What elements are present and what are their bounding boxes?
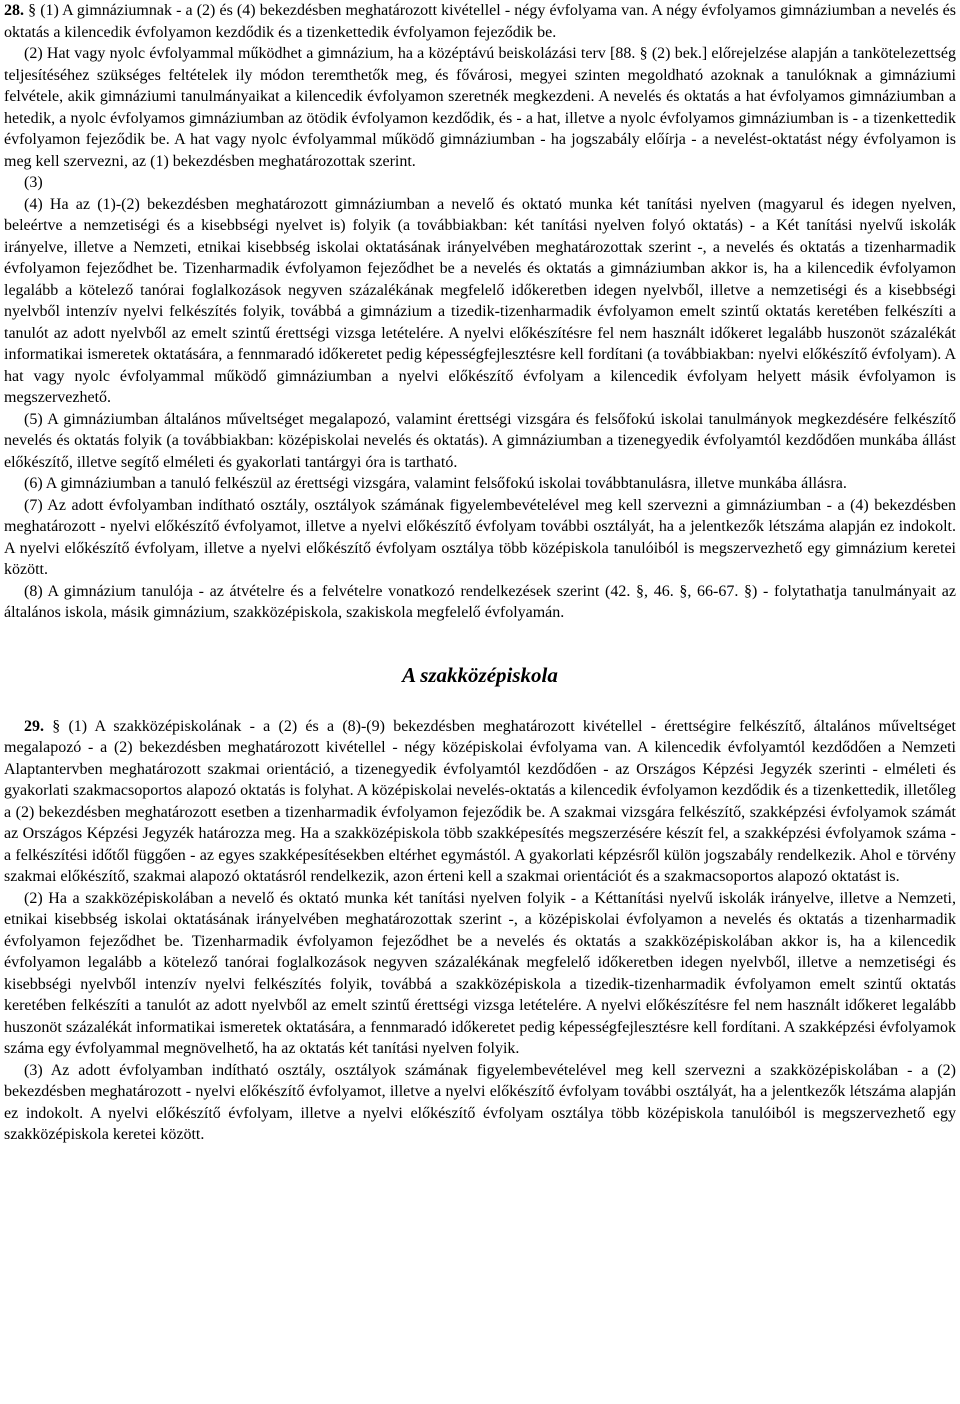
section-29-paragraph-1-text: § (1) A szakközépiskolának - a (2) és a (8)-(9) bekezdésben meghatározott kivétellel - érettségire felkészítő, általános műveltséget megalapozó - a (2) bekezdésben meghatározott kivétellel - négy középiskolai évfolyama van. A kilencedik évfolyamtól kezdődően a Nemzeti Alaptantervben meghatározott szakmai orientáció, a tizenegyedik évfolyamtól kezdődően - az Országos Képzési Jegyzék szerinti - elméleti és gyakorlati szakmacsoportos alapozó oktatás is folyhat. A középiskolai nevelés-oktatás a kilencedik évfolyamon kezdődik és a tizenkettedik, illetőleg a (2) bekezdésben meghatározott esetben a tizenharmadik évfolyamon fejeződik be. A szakmai vizsgára felkészítő, szakképzési évfolyamok számát az Országos Képzési Jegyzék határozza meg. Ha a szakközépiskola több szakképesítés megszerzésére készít fel, a szakképzési évfolyamok száma - a felkészítési időtől függően - az egyes szakképesítésekben eltérhet egymástól. A gyakorlati képzésről külön jogszabály rendelkezik. Ahol e törvény szakmai előkészítő, szakmai alapozó oktatásról rendelkezik, azon érteni kell a szakmai orientációt és a szakmacsoportos alapozó oktatást is. (4, 717, 956, 885)
section-28-paragraph-6: (6) A gimnáziumban a tanuló felkészül az érettségi vizsgára, valamint felsőfokú iskolai továbbtanulásra, illetve munkába állásra. (24, 475, 847, 492)
section-28-paragraph-8: (8) A gimnázium tanulója - az átvételre és a felvételre vonatkozó rendelkezések szerint (42. §, 46. §, 66-67. §) - folytathatja tanulmányait az általános iskola, másik gimnázium, szakközépiskola, szakiskola megfelelő évfolyamán. (4, 582, 956, 621)
section-28-paragraph-7: (7) Az adott évfolyamban indítható osztály, osztályok számának figyelembevételével meg kell szervezni a gimnáziumban - a (4) bekezdésben meghatározott - nyelvi előkészítő évfolyamot, illetve a nyelvi előkészítő évfolyam további osztályát, ha a jelentkezők létszáma alapján ez indokolt. A nyelvi előkészítő évfolyam, illetve a nyelvi előkészítő évfolyam osztálya több középiskola tanulóiból is megszervezhető egy gimnázium keretei között. (4, 496, 956, 578)
section-28-number: 28. (4, 2, 24, 19)
section-29-number: 29. (24, 717, 44, 735)
section-29-paragraph-1 (4, 716, 956, 888)
section-28-paragraph-3: (3) (24, 174, 43, 191)
section-28-paragraph-1 (4, 0, 956, 43)
section-28-paragraph-1-text: § (1) A gimnáziumnak - a (2) és (4) bekezdésben meghatározott kivétellel - négy évfolyama van. A négy évfolyamos gimnáziumban a nevelés és oktatás a kilencedik évfolyamon kezdődik és a tizenkettedik évfolyamon fejeződik be. (4, 2, 956, 41)
section-29-paragraph-2: (2) Ha a szakközépiskolában a nevelő és oktató munka két tanítási nyelven folyik - a Kéttanítási nyelvű iskolák irányelve, illetve a Nemzeti, etnikai kisebbség iskolai oktatásának irányelvében meghatározottak szerint -, a középiskolai évfolyamon a nevelés és oktatás a tizenharmadik évfolyamon fejeződhet be. Tizenharmadik évfolyamon fejeződhet be a nevelés és oktatás a szakközépiskolában akkor is, ha a kilencedik évfolyamon legalább a kötelező tanórai foglalkozások negyven százalékának megfelelő időkeretben idegen nyelvből, illetve a nemzetiségi és kisebbségi nyelvből intenzív nyelvi felkészítés folyik, továbbá a szakközépiskola a tizedik-tizenharmadik évfolyamon emelt szintű oktatás keretében felkészíti a tanulót az adott nyelvből az emelt szintű érettségi vizsga letételére. A nyelvi előkészítésre fel nem használt időkeret legalább huszonöt százalékát informatikai ismeretek oktatására, a fennmaradó időkeretet pedig képességfejlesztésre kell fordítani. A szakképzési évfolyamok száma egy évfolyammal megnövelhető, ha az oktatás két tanítási nyelven folyik. (4, 889, 956, 1057)
section-28-paragraph-5: (5) A gimnáziumban általános műveltséget megalapozó, valamint érettségi vizsgára és felsőfokú iskolai tanulmányok megkezdésére felkészítő nevelés és oktatás folyik (a továbbiakban: középiskolai nevelés és oktatás). A gimnáziumban a tizenegyedik évfolyamtól kezdődően munkába állást előkészítő, illetve segítő elméleti és gyakorlati tantárgyi óra is tartható. (4, 410, 956, 471)
section-29-paragraph-3: (3) Az adott évfolyamban indítható osztály, osztályok számának figyelembevételével meg kell szervezni a szakközépiskolában - a (2) bekezdésben meghatározott - nyelvi előkészítő évfolyamot, illetve a nyelvi előkészítő évfolyam további osztályát, ha a jelentkezők létszáma alapján ez indokolt. A nyelvi előkészítő évfolyam, illetve a nyelvi előkészítő évfolyam osztálya több középiskola tanulóiból is megszervezhető egy szakközépiskola keretei között. (4, 1061, 956, 1143)
section-28-paragraph-4: (4) Ha az (1)-(2) bekezdésben meghatározott gimnáziumban a nevelő és oktató munka két tanítási nyelven (magyarul és idegen nyelven, beleértve a nemzetiségi és a kisebbségi nyelvet is) folyik (a továbbiakban: két tanítási nyelven folyó oktatás) - a Két tanítási nyelvű iskolák irányelve, illetve a Nemzeti, etnikai kisebbség iskolai oktatásának irányelvében meghatározottak szerint -, a nevelés és oktatás a tizenharmadik évfolyamon fejeződhet be. Tizenharmadik évfolyamon fejeződhet be a nevelés és oktatás a gimnáziumban akkor is, ha a kilencedik évfolyamon legalább a kötelező tanórai foglalkozások negyven százalékának megfelelő időkeretben idegen nyelvből, illetve a nemzetiségi és a kisebbségi nyelvből intenzív nyelvi felkészítés folyik, továbbá a gimnázium a tizedik-tizenharmadik évfolyamon emelt szintű oktatás keretében felkészíti a tanulót az adott nyelvből az emelt szintű érettségi vizsga letételére. A nyelvi előkészítésre fel nem használt időkeret legalább huszonöt százalékát informatikai ismeretek oktatására, a fennmaradó időkeretet pedig képességfejlesztésre kell fordítani (a továbbiakban: nyelvi előkészítő évfolyam). A hat vagy nyolc évfolyammal működő gimnáziumban a nyelvi előkészítő évfolyam a kilencedik évfolyam helyett másik évfolyamon is megszervezhető. (4, 195, 956, 406)
section-28-paragraph-2: (2) Hat vagy nyolc évfolyammal működhet a gimnázium, ha a középtávú beiskolázási terv [88. § (2) bek.] előrejelzése alapján a tankötelezettség teljesítéséhez szükséges feltételek ily módon teremthetők meg, és fővárosi, megyei szinten megoldható azoknak a tanulóknak a gimnáziumi felvétele, akik gimnáziumi tanulmányaikat a kilencedik évfolyamon szeretnék megkezdeni. A nevelés és oktatás a hat évfolyamos gimnáziumban a hetedik, a nyolc évfolyamos gimnáziumban az ötödik évfolyamon kezdődik, és - a hat, illetve a nyolc évfolyamos gimnáziumban is - a tizenkettedik évfolyamon fejeződik be. A hat vagy nyolc évfolyammal működő gimnáziumban - ha jogszabály előírja - a nevelést-oktatást négy évfolyamon is meg kell szervezni, az (1) bekezdésben meghatározottak szerint. (4, 45, 956, 170)
section-heading: A szakközépiskola (402, 662, 558, 687)
